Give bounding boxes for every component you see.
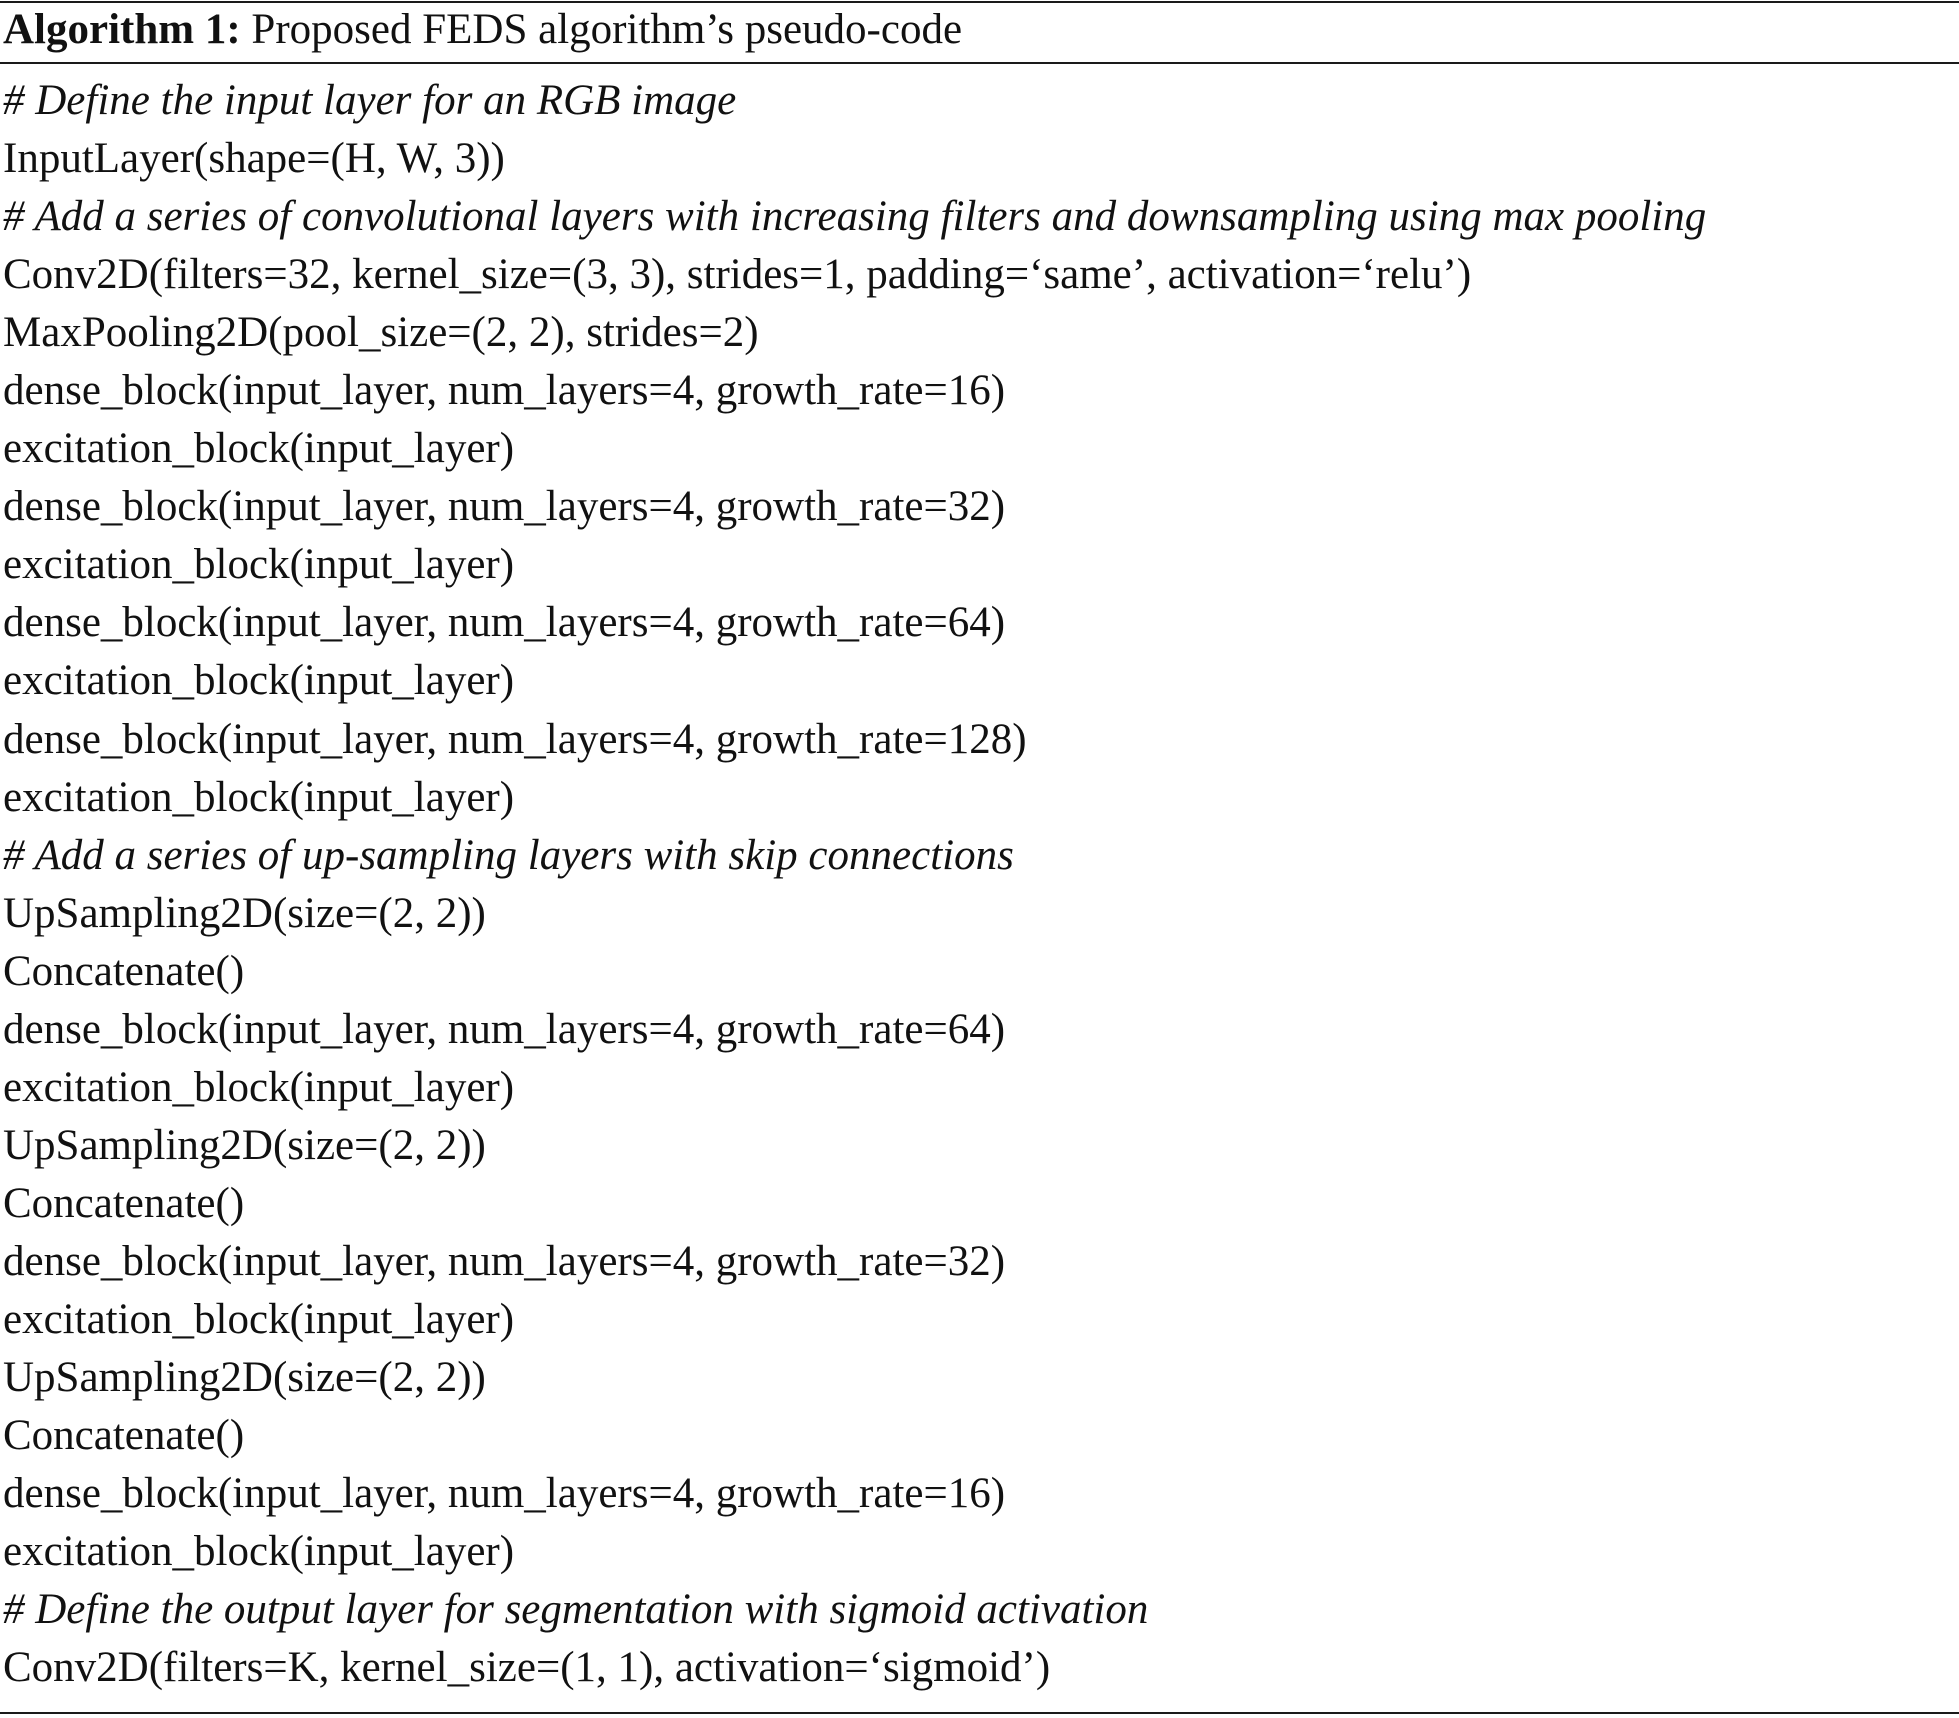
code-comment: # Add a series of up-sampling layers with skip connections bbox=[3, 831, 1014, 879]
code-line: UpSampling2D(size=(2, 2)) bbox=[3, 1121, 486, 1169]
code-line: excitation_block(input_layer) bbox=[3, 1063, 515, 1111]
code-line: InputLayer(shape=(H, W, 3)) bbox=[3, 135, 505, 183]
code-line: excitation_block(input_layer) bbox=[3, 425, 515, 473]
pseudo-code-list bbox=[3, 72, 1706, 1697]
bottom-rule bbox=[0, 1712, 1959, 1714]
code-line: excitation_block(input_layer) bbox=[3, 541, 515, 589]
algorithm-label: Algorithm 1: bbox=[3, 6, 241, 53]
code-line: dense_block(input_layer, num_layers=4, growth_rate=64) bbox=[3, 599, 1006, 647]
code-comment: # Define the input layer for an RGB image bbox=[3, 77, 737, 124]
code-line: dense_block(input_layer, num_layers=4, growth_rate=16) bbox=[3, 1470, 1006, 1518]
code-line: Concatenate() bbox=[3, 1412, 245, 1460]
code-line: dense_block(input_layer, num_layers=4, growth_rate=64) bbox=[3, 1005, 1006, 1053]
caption-rule bbox=[0, 62, 1959, 64]
code-line: dense_block(input_layer, num_layers=4, growth_rate=128) bbox=[3, 715, 1027, 763]
code-line: excitation_block(input_layer) bbox=[3, 1528, 515, 1576]
code-line: Concatenate() bbox=[3, 1179, 245, 1227]
code-line: excitation_block(input_layer) bbox=[3, 1295, 515, 1343]
code-line: UpSampling2D(size=(2, 2)) bbox=[3, 889, 486, 937]
code-line: dense_block(input_layer, num_layers=4, growth_rate=32) bbox=[3, 483, 1006, 531]
code-line: excitation_block(input_layer) bbox=[3, 773, 515, 821]
code-line: excitation_block(input_layer) bbox=[3, 657, 515, 705]
code-line: MaxPooling2D(pool_size=(2, 2), strides=2) bbox=[3, 309, 759, 357]
code-line: UpSampling2D(size=(2, 2)) bbox=[3, 1354, 486, 1402]
algorithm-title: Proposed FEDS algorithm’s pseudo-code bbox=[251, 6, 963, 53]
code-comment: # Define the output layer for segmentation with sigmoid activation bbox=[3, 1586, 1149, 1634]
code-comment: # Add a series of convolutional layers with increasing filters and downsampling using max pooling bbox=[3, 193, 1707, 241]
code-line: Conv2D(filters=K, kernel_size=(1, 1), activation=‘sigmoid’) bbox=[3, 1644, 1051, 1692]
code-line: Conv2D(filters=32, kernel_size=(3, 3), strides=1, padding=‘same’, activation=‘relu’) bbox=[3, 251, 1472, 299]
code-line: dense_block(input_layer, num_layers=4, growth_rate=32) bbox=[3, 1237, 1006, 1285]
algorithm-caption bbox=[3, 2, 962, 60]
code-line: dense_block(input_layer, num_layers=4, growth_rate=16) bbox=[3, 367, 1006, 415]
code-line: Concatenate() bbox=[3, 947, 245, 995]
